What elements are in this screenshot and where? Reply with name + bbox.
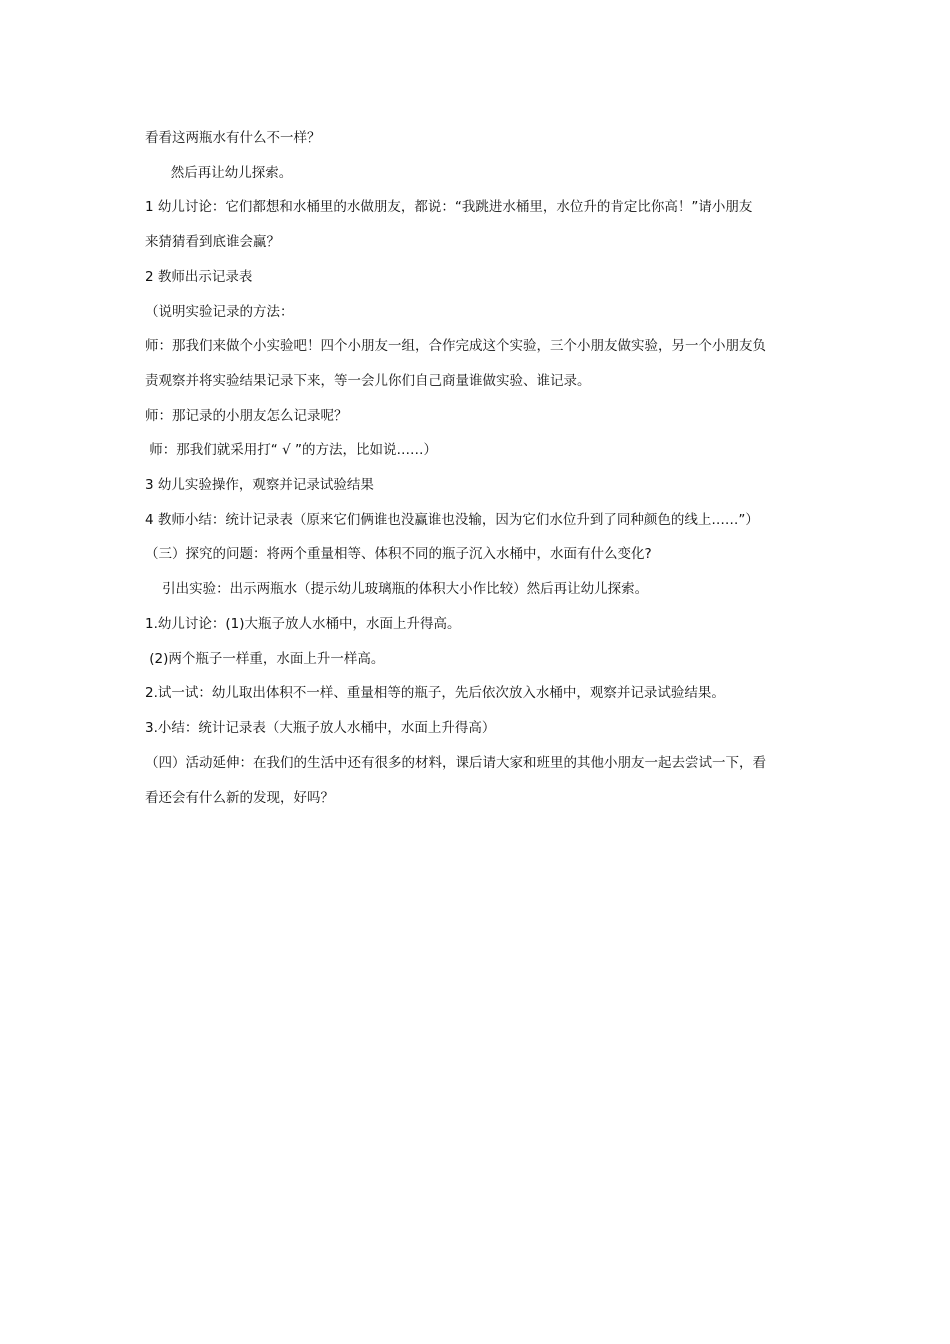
text-line: 1.幼儿讨论：(1)大瓶子放人水桶中，水面上升得高。: [145, 616, 461, 632]
text-line: 2.试一试：幼儿取出体积不一样、重量相等的瓶子，先后依次放入水桶中，观察并记录试验结果。: [145, 685, 725, 701]
text-line: 2 教师出示记录表: [145, 269, 253, 285]
text-line: （三）探究的问题：将两个重量相等、体积不同的瓶子沉入水桶中，水面有什么变化?: [145, 546, 652, 562]
text-line: 师：那我们就采用打“ √ ”的方法，比如说……）: [145, 442, 437, 458]
text-line: 1 幼儿讨论：它们都想和水桶里的水做朋友，都说：“我跳进水桶里，水位升的肯定比你高！”请小朋友: [145, 199, 753, 215]
text-line: 然后再让幼儿探索。: [145, 165, 293, 181]
text-line: 看还会有什么新的发现，好吗？: [145, 790, 334, 806]
text-line: （说明实验记录的方法：: [145, 304, 294, 320]
text-line: 师：那记录的小朋友怎么记录呢？: [145, 408, 348, 424]
text-line: 3 幼儿实验操作，观察并记录试验结果: [145, 477, 374, 493]
text-line: 3.小结：统计记录表（大瓶子放人水桶中，水面上升得高）: [145, 720, 496, 736]
text-line: 看看这两瓶水有什么不一样？: [145, 130, 321, 146]
text-line: 来猜猜看到底谁会赢？: [145, 234, 280, 250]
text-line: 4 教师小结：统计记录表（原来它们俩谁也没赢谁也没输，因为它们水位升到了同种颜色的线上……”）: [145, 512, 759, 528]
text-line: （四）活动延伸：在我们的生活中还有很多的材料，课后请大家和班里的其他小朋友一起去尝试一下，看: [145, 755, 766, 771]
text-line: 引出实验：出示两瓶水（提示幼儿玻璃瓶的体积大小作比较）然后再让幼儿探索。: [145, 581, 649, 597]
text-line: 师：那我们来做个小实验吧！四个小朋友一组，合作完成这个实验，三个小朋友做实验，另一个小朋友负: [145, 338, 766, 354]
text-line: (2)两个瓶子一样重，水面上升一样高。: [145, 651, 385, 667]
text-line: 责观察并将实验结果记录下来，等一会儿你们自己商量谁做实验、谁记录。: [145, 373, 591, 389]
